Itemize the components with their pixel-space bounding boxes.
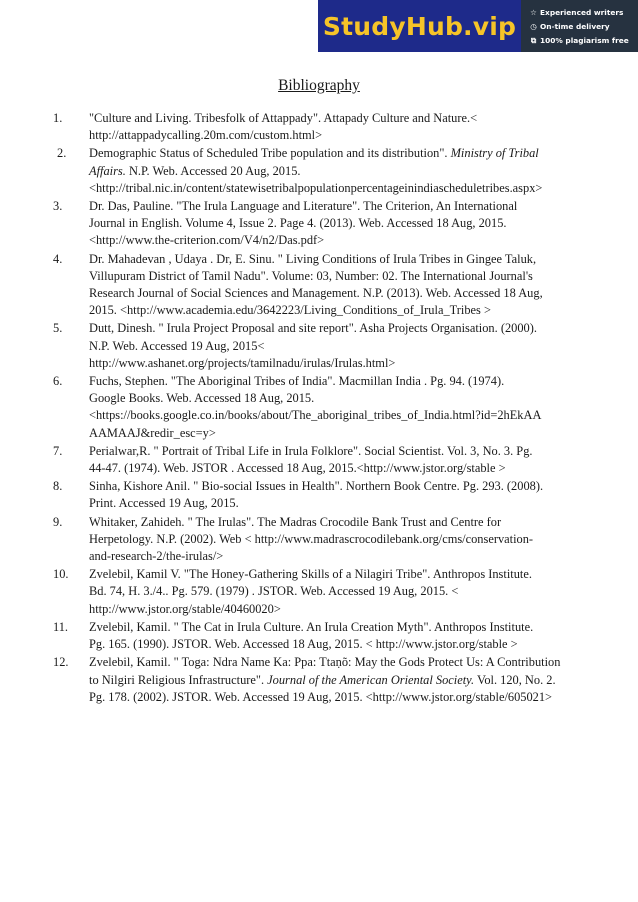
entry-line: Bd. 74, H. 3./4.. Pg. 579. (1979) . JSTOR. Web. Accessed 19 Aug, 2015. <: [89, 584, 459, 599]
entry-line: Perialwar,R. " Portrait of Tribal Life in Irula Folklore". Social Scientist. Vol. 3, No. 3. Pg.: [89, 443, 533, 458]
bibliography-entry: [0, 198, 638, 250]
entry-number: 2.: [57, 146, 67, 161]
bibliography-entry: [0, 373, 638, 442]
entry-number: 5.: [53, 321, 63, 336]
entry-line: Herpetology. N.P. (2002). Web < http://www.madrascrocodilebank.org/cms/conservation-: [89, 531, 534, 546]
entry-text: [89, 478, 572, 512]
entry-line: http://www.ashanet.org/projects/tamilnadu/irulas/Irulas.html>: [89, 355, 396, 370]
entry-text: [89, 443, 572, 477]
entry-text: [89, 654, 572, 706]
bibliography-entry: [0, 320, 638, 372]
entry-line: "Culture and Living. Tribesfolk of Attappady". Attapady Culture and Nature.<: [89, 111, 478, 125]
entry-number: 11.: [53, 619, 69, 634]
entry-line: <http://www.the-criterion.com/V4/n2/Das.pdf>: [89, 233, 325, 248]
feature-label: On-time delivery: [540, 21, 610, 31]
entry-number: 6.: [53, 374, 63, 389]
entry-text-part: N.P. Web. Accessed 20 Aug, 2015. <http://tribal.nic.in/content/statewisetribalpopulationpercentageinindiascheduletribes.aspx>: [89, 163, 543, 195]
entry-line: Fuchs, Stephen. "The Aboriginal Tribes of India". Macmillan India . Pg. 94. (1974).: [89, 374, 505, 389]
banner-features: [521, 0, 638, 52]
entry-line: 44-47. (1974). Web. JSTOR . Accessed 18 Aug, 2015.<http://www.jstor.org/stable >: [89, 461, 506, 476]
page-title: Bibliography: [278, 77, 360, 94]
journal-title: Ministry of Tribal Affairs.: [89, 146, 539, 178]
entry-line: Sinha, Kishore Anil. " Bio-social Issues in Health". Northern Book Centre. Pg. 293. (2008).: [89, 479, 544, 494]
entry-line: Dr. Mahadevan , Udaya . Dr, E. Sinu. " Living Conditions of Irula Tribes in Gingee Taluk,: [89, 251, 537, 266]
bibliography-entry: [0, 478, 638, 512]
clock-icon: ◷: [530, 21, 537, 31]
entry-number: 8.: [53, 479, 63, 494]
entry-text: [89, 145, 572, 197]
entry-text-part: Zvelebil, Kamil. " Toga: Ndra Name Ka: Ppa: Ttaṇõ: May the Gods Protect Us: A Contribution to Nilgiri Religious Infrastructure".: [89, 655, 561, 687]
studyhub-logo[interactable]: [318, 0, 521, 52]
entry-number: 4.: [53, 251, 63, 266]
entry-line: Pg. 165. (1990). JSTOR. Web. Accessed 18 Aug, 2015. < http://www.jstor.org/stable >: [89, 637, 518, 652]
bibliography-entry: [0, 251, 638, 320]
logo-text: StudyHub.vip: [322, 11, 517, 41]
entry-line: AAMAAJ&redir_esc=y>: [89, 425, 216, 440]
entry-number: 7.: [53, 443, 63, 458]
entry-line: 2015. <http://www.academia.edu/3642223/Living_Conditions_of_Irula_Tribes >: [89, 303, 491, 318]
bibliography-entry: [0, 443, 638, 477]
entry-text: [89, 373, 572, 442]
feature-label: 100% plagiarism free: [540, 35, 629, 45]
bibliography-entry: [0, 145, 638, 197]
entry-line: Zvelebil, Kamil V. "The Honey-Gathering Skills of a Nilagiri Tribe". Anthropos Institute.: [89, 567, 532, 582]
entry-text: [89, 110, 572, 144]
entry-line: Google Books. Web. Accessed 18 Aug, 2015.: [89, 391, 315, 406]
copy-icon: ⧉: [530, 35, 537, 45]
entry-line: Print. Accessed 19 Aug, 2015.: [89, 496, 239, 511]
star-icon: ☆: [530, 7, 537, 17]
entry-line: Villupuram District of Tamil Nadu". Volume: 03, Number: 02. The International Journal's: [89, 268, 533, 283]
bibliography-entry: [0, 514, 638, 566]
entry-line: Dutt, Dinesh. " Irula Project Proposal and site report". Asha Projects Organisation. (2000).: [89, 321, 537, 336]
entry-line: Journal in English. Volume 4, Issue 2. Page 4. (2013). Web. Accessed 18 Aug, 2015.: [89, 216, 507, 231]
entry-text-part: Vol. 120, No. 2. Pg. 178. (2002). JSTOR. Web. Accessed 19 Aug, 2015. <http://www.jstor.org/stable/605021>: [89, 672, 556, 704]
entry-line: N.P. Web. Accessed 19 Aug, 2015<: [89, 338, 265, 353]
bibliography-entry: [0, 654, 638, 706]
entry-number: 9.: [53, 514, 63, 529]
bibliography-list: [0, 110, 638, 707]
entry-text-part: Demographic Status of Scheduled Tribe population and its distribution".: [89, 146, 451, 161]
entry-text: [89, 198, 572, 250]
entry-line: Zvelebil, Kamil. " The Cat in Irula Culture. An Irula Creation Myth". Anthropos Institute.: [89, 619, 534, 634]
entry-number: 3.: [53, 199, 63, 214]
entry-text: [89, 514, 572, 566]
feature-label: Experienced writers: [540, 7, 624, 17]
entry-line: Research Journal of Social Sciences and Management. N.P. (2013). Web. Accessed 18 Aug,: [89, 286, 543, 301]
entry-line: Dr. Das, Pauline. "The Irula Language and Literature". The Criterion, An International: [89, 199, 518, 214]
studyhub-banner[interactable]: [318, 0, 638, 52]
entry-text: [89, 619, 572, 653]
entry-line: http://attappadycalling.20m.com/custom.html>: [89, 128, 323, 143]
feature-experienced-writers: [529, 6, 638, 19]
entry-number: 1.: [53, 111, 63, 125]
feature-plagiarism-free: [529, 34, 638, 47]
feature-on-time-delivery: [529, 20, 638, 33]
entry-number: 10.: [53, 567, 69, 582]
bibliography-entry: [0, 619, 638, 653]
entry-text: [89, 320, 572, 372]
entry-text: [89, 251, 572, 320]
entry-text: [89, 566, 572, 618]
entry-line: http://www.jstor.org/stable/40460020>: [89, 601, 281, 616]
entry-number: 12.: [53, 655, 69, 670]
journal-title: Journal of the American Oriental Society.: [267, 672, 475, 687]
entry-line: Whitaker, Zahideh. " The Irulas". The Madras Crocodile Bank Trust and Centre for: [89, 514, 502, 529]
bibliography-entry: [0, 110, 638, 144]
entry-line: <https://books.google.co.in/books/about/The_aboriginal_tribes_of_India.html?id=2hEkAA: [89, 408, 542, 423]
bibliography-entry: [0, 566, 638, 618]
entry-line: and-research-2/the-irulas/>: [89, 549, 224, 564]
